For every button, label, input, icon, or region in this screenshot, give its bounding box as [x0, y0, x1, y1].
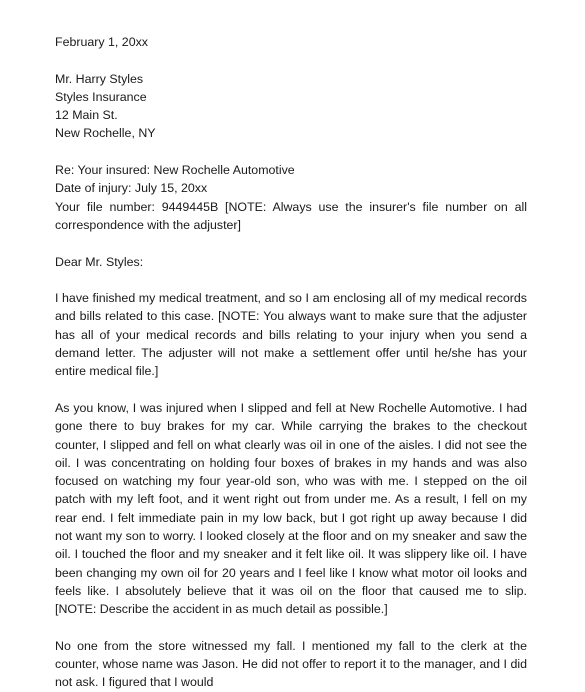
recipient-street: 12 Main St.: [55, 108, 118, 123]
spacer: [55, 51, 527, 69]
letter-date: February 1, 20xx: [55, 35, 148, 49]
reference-file-number: Your file number: 9449445B [NOTE: Always use the insurer's file number on all correspondence with the adjuster]: [55, 199, 527, 232]
body-paragraph: No one from the store witnessed my fall. I mentioned my fall to the clerk at the counter, whose name was Jason. He did not offer to report it to the manager, and I did not ask. I figured that I would: [55, 638, 527, 690]
spacer: [55, 381, 527, 399]
salutation: Dear Mr. Styles:: [55, 254, 144, 269]
spacer: [55, 234, 527, 252]
reference-insured: Re: Your insured: New Rochelle Automotive: [55, 163, 295, 178]
spacer: [55, 271, 527, 289]
recipient-name: Mr. Harry Styles: [55, 71, 144, 86]
reference-block: [55, 161, 527, 234]
reference-injury-date: Date of injury: July 15, 20xx: [55, 181, 208, 196]
recipient-city: New Rochelle, NY: [55, 126, 156, 141]
body-paragraph: I have finished my medical treatment, and so I am enclosing all of my medical records and bills related to this case. [NOTE: You always want to make sure that the adjuster has all of your medical records and bills relating to your injury when you send a demand letter. The adjuster will not make a settlement offer until he/she has your entire medical file.]: [55, 291, 527, 379]
spacer: [55, 619, 527, 637]
letter-body: [55, 33, 527, 692]
recipient-company: Styles Insurance: [55, 89, 147, 104]
body-paragraph: As you know, I was injured when I slipped and fell at New Rochelle Automotive. I had gone there to buy brakes for my car. While carrying the brakes to the checkout counter, I slipped and fell on what clearly was oil in one of the aisles. I did not see the oil. I was concentrating on holding four boxes of brakes in my hands and was also focused on watching my four year-old son, who was with me. I stepped on the oil patch with my left foot, and it went right out from under me. As a result, I fell on my rear end. I felt immediate pain in my low back, but I got right up away because I did not want my son to worry. I looked closely at the floor and on my sneaker and saw the oil. I touched the floor and my sneaker and it felt like oil. It was slippery like oil. I have been changing my own oil for 20 years and I feel like I know what motor oil looks and feels like. I absolutely believe that it was oil on the floor that caused me to slip. [NOTE: Describe the accident in as much detail as possible.]: [55, 400, 527, 617]
spacer: [55, 143, 527, 161]
recipient-address: [55, 70, 527, 143]
